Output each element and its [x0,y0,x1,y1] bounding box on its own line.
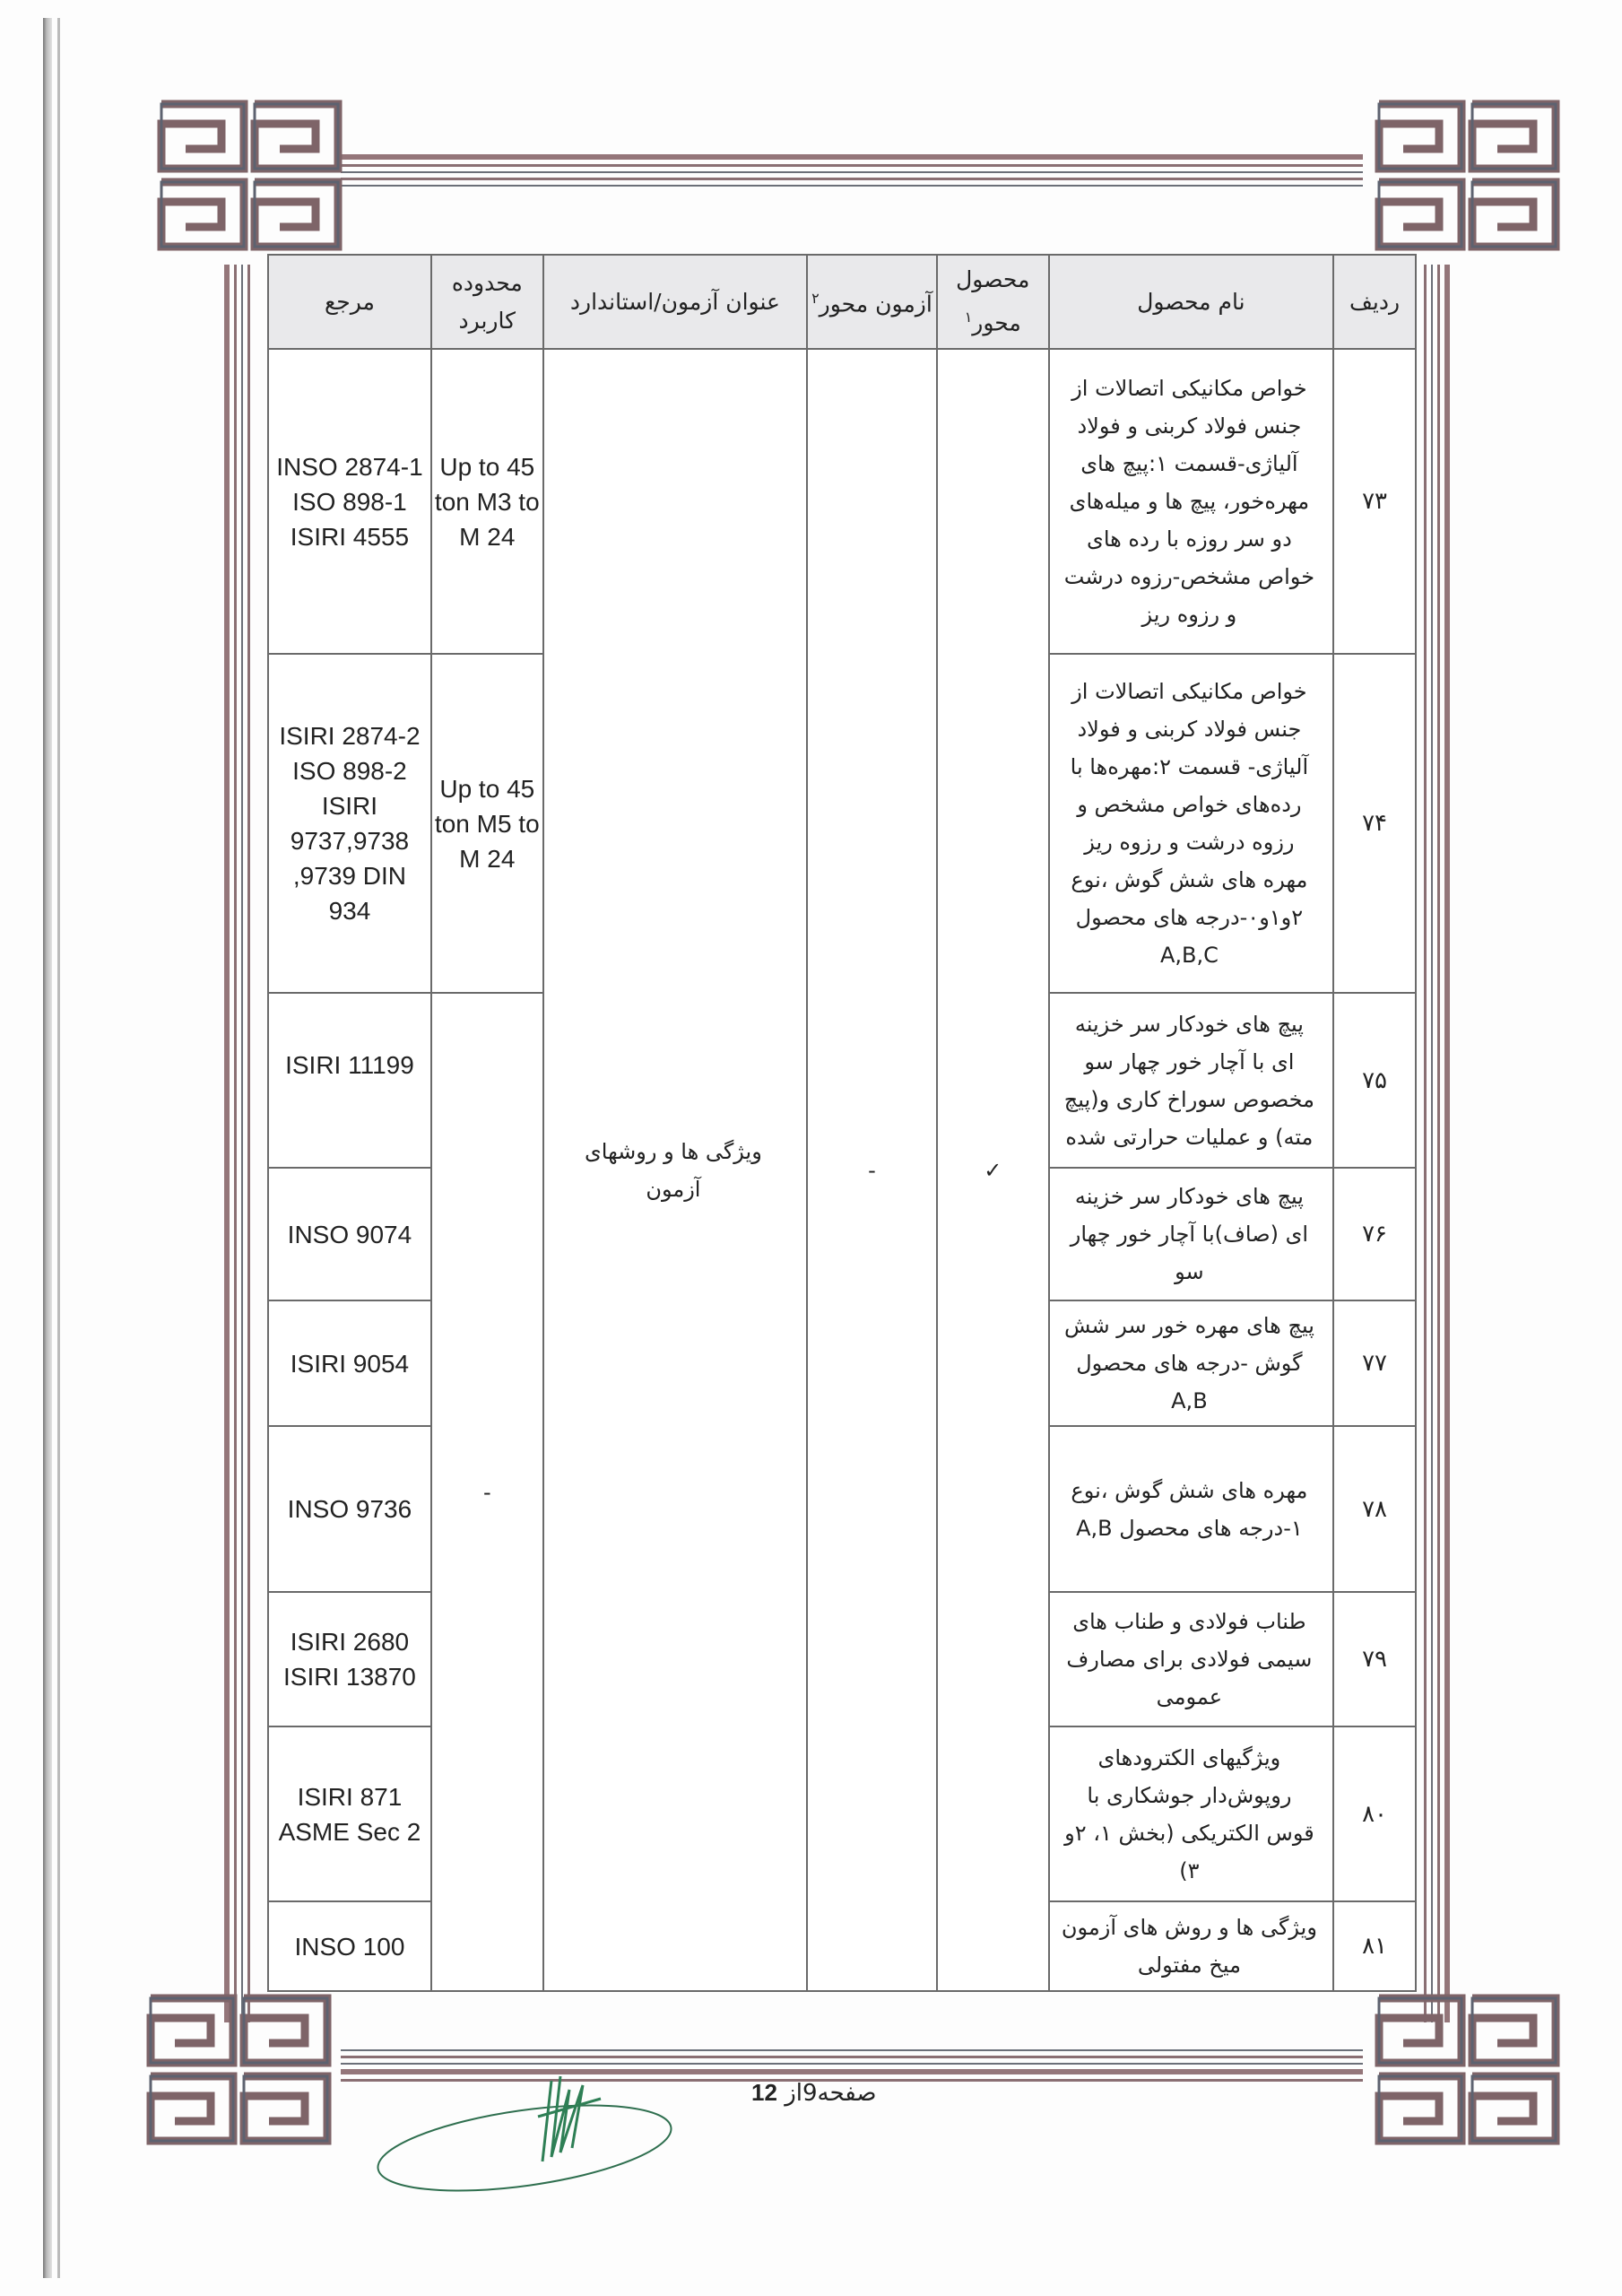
row-number: ۷۶ [1333,1168,1416,1300]
handwritten-signature [368,2063,672,2197]
scan-edge-line [57,18,60,2278]
page-total: 12 [751,2079,777,2106]
frame-right-bars [1424,265,1450,2022]
row-number: ۷۹ [1333,1592,1416,1726]
test-axis-dash: - [807,349,937,1991]
reference-cell: INSO 2874-1 ISO 898-1 ISIRI 4555 [268,349,431,654]
corner-ornament-bottom-right [1372,1991,1565,2148]
product-name-cell: مهره های شش گوش ،نوع ۱-درجه های محصول A,B [1049,1426,1333,1592]
page-current: 9 [802,2080,818,2107]
product-axis-check: ✓ [937,349,1049,1991]
product-name-cell: طناب فولادی و طناب های سیمی فولادی برای مصارف عمومی [1049,1592,1333,1726]
corner-ornament-bottom-left [143,1991,336,2148]
product-name-cell: پیچ های خودکار سر خزینه ای با آچار خور چهار سو مخصوص سوراخ کاری و(پیچ مته) و عملیات حرارتی شده [1049,993,1333,1168]
scope-cell: Up to 45 ton M3 to M 24 [431,349,543,654]
page-word: صفحه [817,2080,877,2107]
of-word: از [785,2080,802,2107]
header-row-no: ردیف [1333,255,1416,349]
header-product-name: نام محصول [1049,255,1333,349]
header-scope: محدوده کاربرد [431,255,543,349]
reference-cell: ISIRI 9054 [268,1300,431,1426]
row-number: ۷۴ [1333,654,1416,993]
row-number: ۷۸ [1333,1426,1416,1592]
reference-cell: ISIRI 871 ASME Sec 2 [268,1726,431,1901]
header-reference: مرجع [268,255,431,349]
frame-top-bars [341,154,1363,191]
product-name-cell: پیچ های خودکار سر خزینه ای (صاف)با آچار خور چهار سو [1049,1168,1333,1300]
reference-cell: INSO 9074 [268,1168,431,1300]
table-header-row [268,255,1416,349]
test-title-cell: ویژگی ها و روشهای آزمون [543,349,807,1991]
header-test-axis: آزمون محور$^۲$ [807,255,937,349]
product-name-cell: ویژگیهای الکترودهای روپوش‌دار جوشکاری با قوس الکتریکی (بخش ۱، ۲و ۳) [1049,1726,1333,1901]
scan-edge-shadow [43,18,52,2278]
reference-cell: ISIRI 2874-2 ISO 898-2 ISIRI 9737,9738 ,9739 DIN 934 [268,654,431,993]
reference-cell: INSO 100 [268,1901,431,1991]
row-number: ۷۷ [1333,1300,1416,1426]
row-number: ۸۱ [1333,1901,1416,1991]
header-test-title: عنوان آزمون/استاندارد [543,255,807,349]
reference-cell: ISIRI 11199 [268,993,431,1168]
page-number [751,2079,876,2107]
reference-cell: INSO 9736 [268,1426,431,1592]
reference-cell: ISIRI 2680 ISIRI 13870 [268,1592,431,1726]
row-number: ۷۳ [1333,349,1416,654]
test-scope-table [267,254,1417,1992]
row-number: ۷۵ [1333,993,1416,1168]
table-row [268,349,1416,654]
product-name-cell: ویژگی ها و روش های آزمون میخ مفتولی [1049,1901,1333,1991]
product-name-cell: خواص مکانیکی اتصالات از جنس فولاد کربنی و فولاد آلیاژی- قسمت ۲:مهره‌ها با رده‌های خواص مشخص و رزوه درشت و رزوه ریز مهره های شش گوش ،نوع ۲و۱و۰-درجه های محصول A,B,C [1049,654,1333,993]
corner-ornament-top-left [154,97,347,254]
frame-left-bars [224,265,250,2022]
corner-ornament-top-right [1372,97,1565,254]
product-name-cell: پیچ های مهره خور سر شش گوش -درجه های محصول A,B [1049,1300,1333,1426]
product-name-cell: خواص مکانیکی اتصالات از جنس فولاد کربنی و فولاد آلیاژی-قسمت ۱:پیچ های مهره‌خور، پیچ ها و میله‌های دو سر روزه با رده های خواص مشخص-رزوه درشت و رزوه ریز [1049,349,1333,654]
scope-cell: Up to 45 ton M5 to M 24 [431,654,543,993]
scope-dash: - [431,993,543,1991]
row-number: ۸۰ [1333,1726,1416,1901]
header-product-axis: محصول محور$^۱$ [937,255,1049,349]
